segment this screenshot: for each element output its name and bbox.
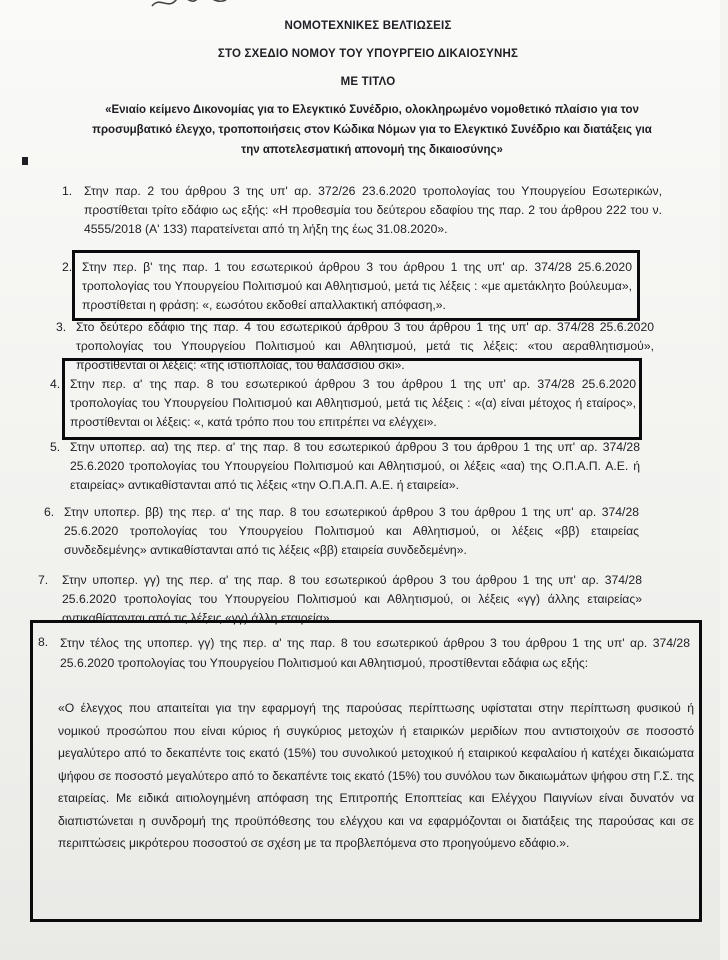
- header-line-1: ΝΟΜΟΤΕΧΝΙΚΕΣ ΒΕΛΤΙΩΣΕΙΣ: [284, 20, 452, 32]
- header-line-3: ΜΕ ΤΙΤΛΟ: [340, 76, 396, 88]
- document-title: «Ενιαίο κείμενο Δικονομίας για το Ελεγκτικό Συνέδριο, ολοκληρωμένο νομοθετικό πλαίσιο για τον προσυμβατικό έλεγχο, τροποποιήσεις στον Κώδικα Νόμων για το Ελεγκτικό Συνέδριο και διατάξεις για την αποτελεσματική απονομή της δικαιοσύνης»: [92, 104, 652, 156]
- item-number: 4.: [50, 377, 61, 391]
- item-text: Στην υποπερ. γγ) της περ. α' της παρ. 8 του εσωτερικού άρθρου 3 του άρθρου 1 της υπ' αρ. 374/28 25.6.2020 τροπολογίας του Υπουργείου Πολιτισμού και Αθλητισμού, οι λέξεις «γγ) άλλης εταιρείας» αντικαθίστανται από τις λέξεις «γγ) άλλη εταιρεία».: [62, 573, 642, 625]
- item-text: Στην παρ. 2 του άρθρου 3 της υπ' αρ. 372/26 23.6.2020 τροπολογίας του Υπουργείου Εσωτερικών, προστίθεται τρίτο εδάφιο ως εξής: «Η προθεσμία του δεύτερου εδαφίου της παρ. 2 του άρθρου 222 του ν. 4555/2018 (Α' 133) παρατείνεται από τη λήξη της έως 31.08.2020».: [84, 184, 662, 236]
- item-text: Στην υποπερ. ββ) της περ. α' της παρ. 8 του εσωτερικού άρθρου 3 του άρθρου 1 της υπ' αρ. 374/28 25.6.2020 τροπολογίας του Υπουργείου Πολιτισμού και Αθλητισμού, οι λέξεις «ββ) εταιρείας συνδεδεμένης» αντικαθίστανται από τις λέξεις «ββ) εταιρεία συνδεδεμένη».: [64, 505, 639, 557]
- item-text: Στην τέλος της υποπερ. γγ) της περ. α' της παρ. 8 του εσωτερικού άρθρου 3 του άρθρου 1 της υπ' αρ. 374/28 25.6.2020 τροπολογίας του Υπουργείου Πολιτισμού και Αθλητισμού, προστίθενται εδάφια ως εξής:: [60, 636, 690, 670]
- header-line-2: ΣΤΟ ΣΧΕΔΙΟ ΝΟΜΟΥ ΤΟΥ ΥΠΟΥΡΓΕΙΟ ΔΙΚΑΙΟΣΥΝΗΣ: [217, 48, 519, 60]
- item-text: Στην περ. β' της παρ. 1 του εσωτερικού άρθρου 3 του άρθρου 1 της υπ' αρ. 374/28 25.6.2020 τροπολογίας του Υπουργείου Πολιτισμού και Αθλητισμού, μετά τις λέξεις : «με αμετάκλητο βούλευμα», προστίθεται η φράση: «, εωσότου εκδοθεί απαλλακτική απόφαση,».: [82, 260, 632, 312]
- item-number: 7.: [38, 573, 49, 587]
- item-number: 6.: [44, 505, 55, 519]
- item-number: 2.: [62, 260, 73, 274]
- item-text: Στο δεύτερο εδάφιο της παρ. 4 του εσωτερικού άρθρου 3 του άρθρου 1 της υπ' αρ. 374/28 25.6.2020 τροπολογίας του Υπουργείου Πολιτισμού και Αθλητισμού, μετά τις λέξεις: «του αεραθλητισμού», προστίθενται οι λέξεις: «της ιστιοπλοΐας, του θαλάσσιου σκι».: [76, 320, 654, 372]
- item-text: Στην υποπερ. αα) της περ. α' της παρ. 8 του εσωτερικού άρθρου 3 του άρθρου 1 της υπ' αρ. 374/28 25.6.2020 τροπολογίας του Υπουργείου Πολιτισμού και Αθλητισμού, οι λέξεις «αα) της Ο.Π.Α.Π. Α.Ε. ή εταιρείας» αντικαθίστανται από τις λέξεις «την Ο.Π.Α.Π. Α.Ε. ή εταιρεία».: [70, 440, 640, 492]
- margin-mark: [22, 157, 28, 165]
- quoted-amendment: «Ο έλεγχος που απαιτείται για την εφαρμογή της παρούσας περίπτωσης υφίσταται στην περίπτωση φυσικού ή νομικού προσώπου που είναι κύριος ή συγκύριος μετοχών ή εταιρικών μεριδίων που αντιστοιχούν σε ποσοστό μεγαλύτερο από το δεκαπέντε τοις εκατό (15%) του συνολικού μετοχικού ή εταιρικού κεφαλαίου ή κατέχει δικαιώματα ψήφου σε ποσοστό μεγαλύτερο από το δεκαπέντε τοις εκατό (15%) του συνόλου των δικαιωμάτων ψήφου στη Γ.Σ. της εταιρείας. Με ειδικά αιτιολογημένη απόφαση της Επιτροπής Εποπτείας και Ελέγχου Παιγνίων είναι δυνατόν να διαπιστώνεται η συνδρομή της προϋπόθεσης του ελέγχου και να εφαρμόζονται οι διατάξεις της παρούσας και σε περιπτώσεις μικρότερου ποσοστού σε σχέση με τα προβλεπόμενα στο προηγούμενο εδάφιο.».: [58, 701, 694, 850]
- item-number: 1.: [62, 184, 73, 198]
- item-number: 5.: [50, 440, 61, 454]
- handwritten-scribble: [150, 0, 230, 12]
- item-text: Στην περ. α' της παρ. 8 του εσωτερικού άρθρου 3 του άρθρου 1 της υπ' αρ. 374/28 25.6.2020 τροπολογίας του Υπουργείου Πολιτισμού και Αθλητισμού, μετά τις λέξεις : «(α) είναι μέτοχος ή εταίρος», προστίθενται οι λέξεις: «, κατά τρόπο που του επιτρέπει να ελέγχει».: [70, 377, 636, 429]
- item-number: 3.: [56, 320, 67, 334]
- item-number: 8.: [38, 635, 49, 649]
